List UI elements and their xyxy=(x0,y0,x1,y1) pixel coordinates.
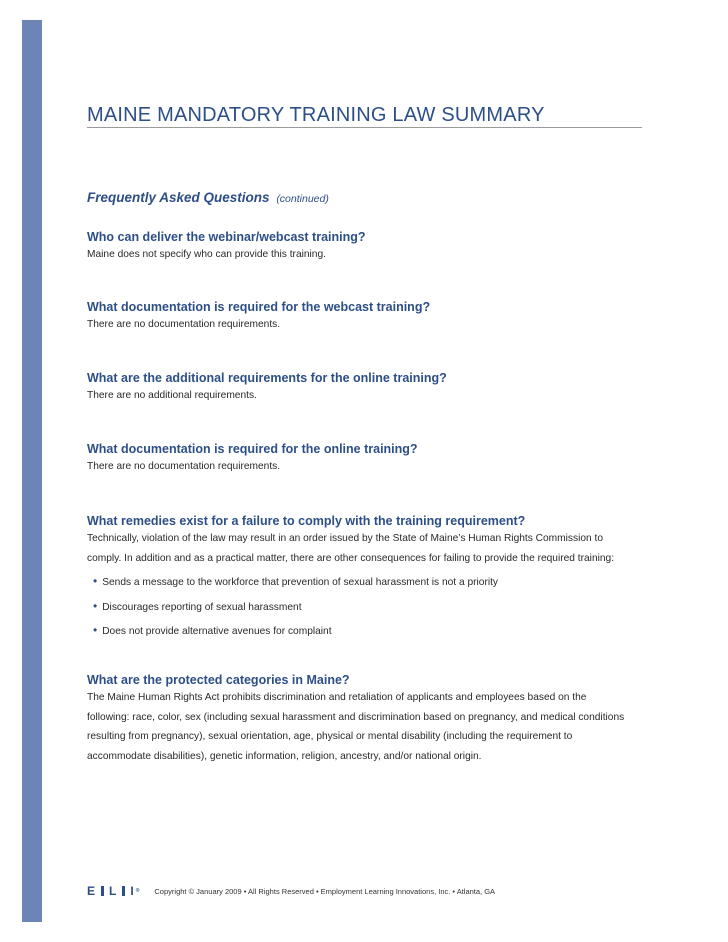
bullet-icon: • xyxy=(93,623,98,637)
consequence-list xyxy=(87,570,647,644)
list-item-text: Discourages reporting of sexual harassment xyxy=(102,601,302,613)
list-item-text: Does not provide alternative avenues for complaint xyxy=(102,626,332,637)
answer-line: Maine does not specify who can provide this training. xyxy=(87,249,326,260)
page-footer xyxy=(87,884,495,898)
list-item xyxy=(87,619,647,644)
bullet-icon: • xyxy=(93,598,98,613)
copyright-text: Copyright © January 2009 • All Rights Reserved • Employment Learning Innovations, Inc. • Atlanta, GA xyxy=(154,886,496,896)
logo-letter: L xyxy=(109,884,118,898)
answer-line: following: race, color, sex (including sexual harassment and discrimination based on pregnancy, and medical conditions xyxy=(87,711,625,723)
answer-line: There are no documentation requirements. xyxy=(87,319,281,330)
answer-line: There are no documentation requirements. xyxy=(87,461,281,472)
answer-line: comply. In addition and as a practical matter, there are other consequences for failing to provide the required training: xyxy=(87,552,615,564)
answer-line: The Maine Human Rights Act prohibits discrimination and retaliation of applicants and employees based on the xyxy=(87,692,587,703)
question: What documentation is required for the online training? xyxy=(87,442,418,456)
bullet-icon: • xyxy=(93,574,98,588)
logo-separator xyxy=(122,886,125,896)
list-item xyxy=(87,570,647,595)
logo-letter: I xyxy=(130,884,135,898)
logo-letter: E xyxy=(87,884,97,898)
faq-item-delivery xyxy=(87,229,647,265)
question: What are the additional requirements for the online training? xyxy=(87,371,447,385)
title-divider xyxy=(87,127,642,128)
faq-heading xyxy=(87,190,329,205)
answer-line: There are no additional requirements. xyxy=(87,390,257,401)
faq-item-online-requirements xyxy=(87,370,647,406)
faq-heading-note: (continued) xyxy=(276,193,329,205)
answer-line: accommodate disabilities), genetic information, religion, ancestry, and/or national origin. xyxy=(87,750,482,762)
faq-heading-text: Frequently Asked Questions xyxy=(87,190,270,205)
page-title: MAINE MANDATORY TRAINING LAW SUMMARY xyxy=(87,104,545,126)
faq-item-remedies xyxy=(87,513,647,644)
registered-mark: ® xyxy=(135,888,141,894)
question: What are the protected categories in Maine? xyxy=(87,673,350,687)
question: What documentation is required for the webcast training? xyxy=(87,300,431,314)
faq-item-webcast-documentation xyxy=(87,299,647,335)
sidebar-stripe xyxy=(22,20,42,922)
question: Who can deliver the webinar/webcast training? xyxy=(87,230,366,244)
list-item xyxy=(87,595,647,620)
list-item-text: Sends a message to the workforce that prevention of sexual harassment is not a priority xyxy=(102,577,499,588)
faq-item-protected-categories xyxy=(87,672,647,766)
logo-separator xyxy=(101,886,104,896)
question: What remedies exist for a failure to comply with the training requirement? xyxy=(87,514,526,528)
faq-item-online-documentation xyxy=(87,441,647,477)
eli-logo xyxy=(87,884,140,898)
answer-line: resulting from pregnancy), sexual orientation, age, physical or mental disability (including the requirement to xyxy=(87,731,573,742)
answer-line: Technically, violation of the law may result in an order issued by the State of Maine’s Human Rights Commission to xyxy=(87,533,604,544)
